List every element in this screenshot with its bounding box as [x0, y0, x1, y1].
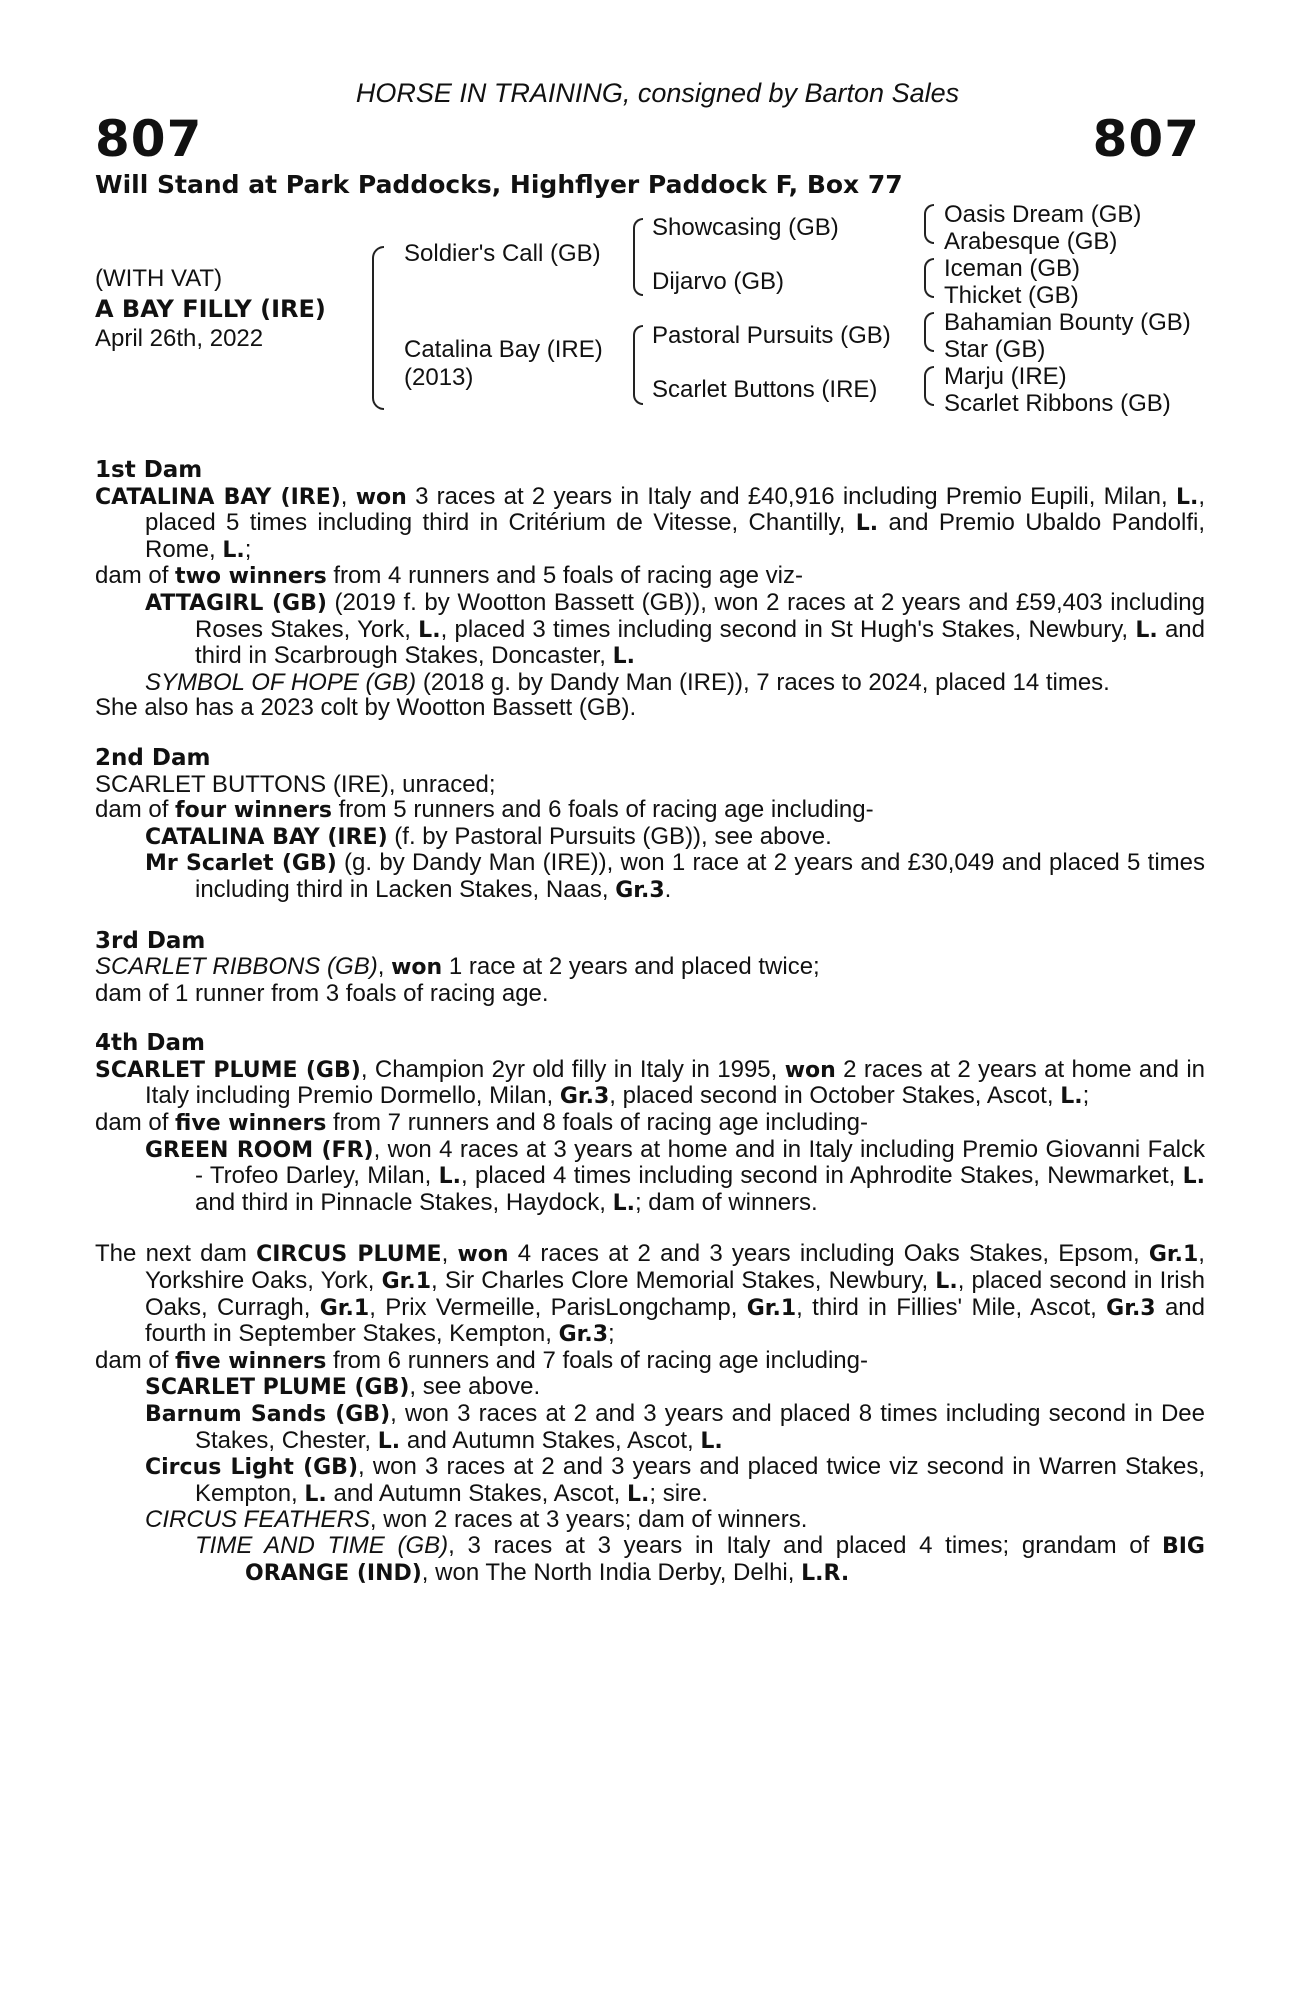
pedigree-ddd: Scarlet Ribbons (GB): [944, 390, 1171, 417]
second-dam-record: SCARLET BUTTONS (IRE), unraced;: [95, 770, 496, 798]
next-dam-section: [95, 1241, 1205, 1586]
pedigree-dss: Bahamian Bounty (GB): [944, 309, 1191, 336]
progeny-circus-light: Circus Light (GB), won 3 races at 2 and 3 years and placed twice viz second in Warren Stakes, Kempton, L. and Autumn Stakes, Ascot, L.; sire.: [145, 1453, 1205, 1507]
lot-number-left: 807: [95, 110, 203, 168]
fourth-dam-heading: 4th Dam: [95, 1030, 205, 1057]
foaling-date: April 26th, 2022: [95, 325, 264, 352]
third-dam-heading: 3rd Dam: [95, 927, 206, 954]
fourth-dam-section: [95, 1031, 1205, 1216]
pedigree-sire: Soldier's Call (GB): [404, 240, 601, 267]
sd-brace: [924, 258, 934, 298]
produce-record: [95, 458, 1205, 1611]
ds-brace: [924, 312, 934, 352]
third-dam-record: SCARLET RIBBONS (GB), won 1 race at 2 years and placed twice;: [95, 953, 820, 981]
first-dam-also: She also has a 2023 colt by Wootton Bassett (GB).: [95, 694, 637, 722]
progeny-attagirl: ATTAGIRL (GB) (2019 f. by Wootton Bassett (GB)), won 2 races at 2 years and £59,403 including Roses Stakes, York, L., placed 3 times including second in St Hugh's Stakes, Newbury, L. and third in Scarbrough Stakes, Doncaster, L.: [145, 588, 1205, 670]
pedigree-dsd: Star (GB): [944, 336, 1046, 363]
next-dam-record: The next dam CIRCUS PLUME, won 4 races at 2 and 3 years including Oaks Stakes, Epsom, Gr.1, Yorkshire Oaks, York, Gr.1, Sir Charles Clore Memorial Stakes, Newbury, L., placed second in Irish Oaks, Curragh, Gr.1, Prix Vermeille, ParisLongchamp, Gr.1, third in Fillies' Mile, Ascot, Gr.3 and fourth in September Stakes, Kempton, Gr.3;: [95, 1240, 1205, 1348]
horse-identity: [95, 264, 326, 354]
first-dam-produce-summary: dam of two winners from 4 runners and 5 foals of racing age viz-: [95, 562, 803, 590]
pedigree-dam-year: (2013): [404, 364, 474, 391]
lot-number-right: 807: [1092, 110, 1200, 168]
pedigree-sds: Iceman (GB): [944, 255, 1081, 282]
pedigree-sdd: Thicket (GB): [944, 282, 1079, 309]
next-dam-produce-summary: dam of five winners from 6 runners and 7 foals of racing age including-: [95, 1346, 868, 1374]
progeny-circus-feathers: CIRCUS FEATHERS, won 2 races at 3 years; dam of winners.: [145, 1506, 808, 1534]
sire-brace: [633, 218, 643, 296]
stand-location: Will Stand at Park Paddocks, Highflyer Paddock F, Box 77: [95, 170, 903, 199]
progeny-symbol-of-hope: SYMBOL OF HOPE (GB) (2018 g. by Dandy Man (IRE)), 7 races to 2024, placed 14 times.: [145, 668, 1110, 696]
pedigree-dam-dam: Scarlet Buttons (IRE): [652, 376, 878, 403]
second-dam-produce-summary: dam of four winners from 5 runners and 6 foals of racing age including-: [95, 796, 874, 824]
fourth-dam-produce-summary: dam of five winners from 7 runners and 8 foals of racing age including-: [95, 1109, 868, 1137]
vat-note: (WITH VAT): [95, 265, 223, 292]
progeny-mr-scarlet: Mr Scarlet (GB) (g. by Dandy Man (IRE)), won 1 race at 2 years and £30,049 and placed 5 times including third in Lacken Stakes, Naas, Gr.3.: [145, 849, 1205, 903]
progeny-barnum-sands: Barnum Sands (GB), won 3 races at 2 and 3 years and placed 8 times including second in Dee Stakes, Chester, L. and Autumn Stakes, Ascot, L.: [145, 1400, 1205, 1454]
progeny-catalina-bay: CATALINA BAY (IRE) (f. by Pastoral Pursuits (GB)), see above.: [145, 822, 832, 850]
progeny-green-room: GREEN ROOM (FR), won 4 races at 3 years at home and in Italy including Premio Giovanni Falck - Trofeo Darley, Milan, L., placed 4 times including second in Aphrodite Stakes, Newmarket, L. and third in Pinnacle Stakes, Haydock, L.; dam of winners.: [145, 1135, 1205, 1216]
first-dam-record: CATALINA BAY (IRE), won 3 races at 2 years in Italy and £40,916 including Premio Eupili, Milan, L., placed 5 times including third in Critérium de Vitesse, Chantilly, L. and Premio Ubaldo Pandolfi, Rome, L.;: [95, 482, 1206, 563]
horse-name: A BAY FILLY (IRE): [95, 295, 326, 323]
second-dam-section: [95, 746, 1205, 904]
third-dam-section: [95, 929, 1205, 1007]
pedigree-dam-sire: Pastoral Pursuits (GB): [652, 322, 891, 349]
progeny-time-and-time: TIME AND TIME (GB), 3 races at 3 years in Italy and placed 4 times; grandam of BIG ORANGE (IND), won The North India Derby, Delhi, L.R.: [195, 1531, 1205, 1586]
pedigree-sss: Oasis Dream (GB): [944, 201, 1142, 228]
first-dam-heading: 1st Dam: [95, 457, 203, 483]
pedigree-sire-sire: Showcasing (GB): [652, 214, 839, 241]
second-dam-heading: 2nd Dam: [95, 744, 211, 771]
progeny-scarlet-plume: SCARLET PLUME (GB), see above.: [145, 1373, 541, 1401]
third-dam-produce-summary: dam of 1 runner from 3 foals of racing age.: [95, 979, 549, 1007]
pedigree-sire-dam: Dijarvo (GB): [652, 268, 785, 295]
pedigree-ssd: Arabesque (GB): [944, 228, 1118, 255]
dam-brace: [633, 325, 643, 405]
ss-brace: [924, 204, 934, 244]
first-dam-section: [95, 458, 1205, 721]
consignor-line: HORSE IN TRAINING, consigned by Barton Sales: [355, 78, 960, 108]
pedigree-dds: Marju (IRE): [944, 363, 1067, 390]
dd-brace: [924, 366, 934, 406]
fourth-dam-record: SCARLET PLUME (GB), Champion 2yr old filly in Italy in 1995, won 2 races at 2 years at home and in Italy including Premio Dormello, Milan, Gr.3, placed second in October Stakes, Ascot, L.;: [95, 1055, 1206, 1110]
pedigree-dam: Catalina Bay (IRE): [404, 336, 603, 363]
main-brace: [372, 246, 384, 410]
